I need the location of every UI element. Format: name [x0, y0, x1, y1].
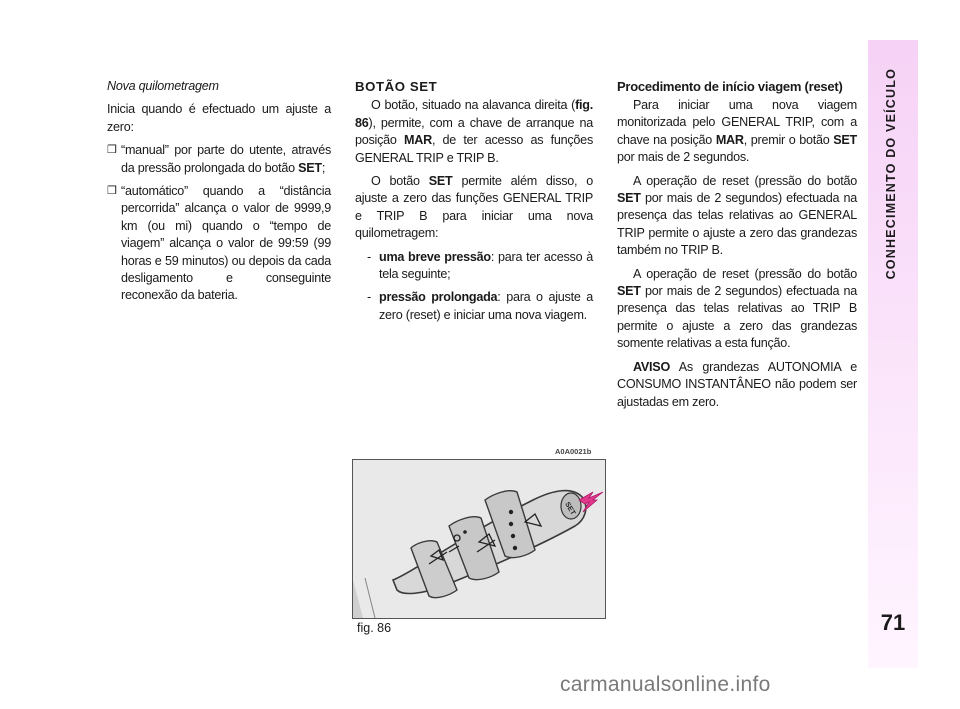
paragraph: Para iniciar uma nova viagem monitorizada pelo GENERAL TRIP, com a chave na posição MAR, premir o botão SET por mais de 2 segundos.: [617, 98, 857, 165]
column-2: [355, 78, 593, 330]
warning-label: AVISO: [633, 359, 671, 374]
figure-reference-link[interactable]: fig. 86: [355, 98, 593, 130]
intro-text: Inicia quando é efectuado um ajuste a zero:: [107, 102, 331, 134]
column-3: [617, 78, 857, 417]
dash-item: - uma breve pressão: para ter acesso à tela seguinte;: [367, 249, 593, 282]
set-button-label: SET: [563, 501, 577, 517]
dash-item: - pressão prolongada: para o ajuste a zero (reset) e iniciar uma nova viagem.: [367, 290, 593, 322]
checkbox-bullet-icon: ❒: [107, 144, 117, 157]
page-number: 71: [880, 610, 906, 635]
paragraph: A operação de reset (pressão do botão SET por mais de 2 segundos) efectuada na presença das telas relativas ao TRIP B permite o ajuste a zero das grandezas somente relativas a esta função.: [617, 266, 857, 351]
section-heading-botao-set: BOTÃO SET: [355, 79, 438, 94]
bullet-item: ❒ “manual” por parte do utente, através da pressão prolongada do botão SET;: [107, 142, 331, 177]
figure-code: A0A0021b: [555, 447, 592, 456]
figure-86-wiper-stalk: [352, 459, 606, 619]
warning-paragraph: AVISO As grandezas AUTONOMIA e CONSUMO INSTANTÂNEO não podem ser ajustadas em zero.: [617, 359, 857, 409]
wiper-stalk-illustration: [353, 460, 605, 618]
paragraph: A operação de reset (pressão do botão SET por mais de 2 segundos) efectuada na presença das telas relativas ao GENERAL TRIP permite o ajuste a zero das grandezas também no TRIP B.: [617, 173, 857, 258]
checkbox-bullet-icon: ❒: [107, 185, 117, 198]
paragraph: O botão, situado na alavanca direita (fig. 86), permite, com a chave de arranque na posição MAR, de ter acesso as funções GENERAL TRIP e TRIP B.: [355, 98, 593, 165]
sidebar-title: CONHECIMENTO DO VEÍCULO: [884, 68, 898, 280]
paragraph: O botão SET permite além disso, o ajuste a zero das funções GENERAL TRIP e TRIP B para iniciar uma nova quilometragem:: [355, 174, 593, 241]
watermark-text: carmanualsonline.info: [560, 673, 771, 696]
figure-caption: fig. 86: [357, 621, 392, 635]
bullet-item: ❒ “automático” quando a “distância percorrida” alcança o valor de 9999,9 km (ou mi) quando o “tempo de viagem” alcança o valor de 99:59 (99 horas e 59 minutos) ou depois da cada desligamento e conseguinte reconexão da bateria.: [107, 183, 331, 305]
subtitle-nova-quilometragem: Nova quilometragem: [107, 79, 219, 93]
section-heading-reset: Procedimento de início viagem (reset): [617, 79, 843, 94]
column-1: [107, 78, 331, 311]
